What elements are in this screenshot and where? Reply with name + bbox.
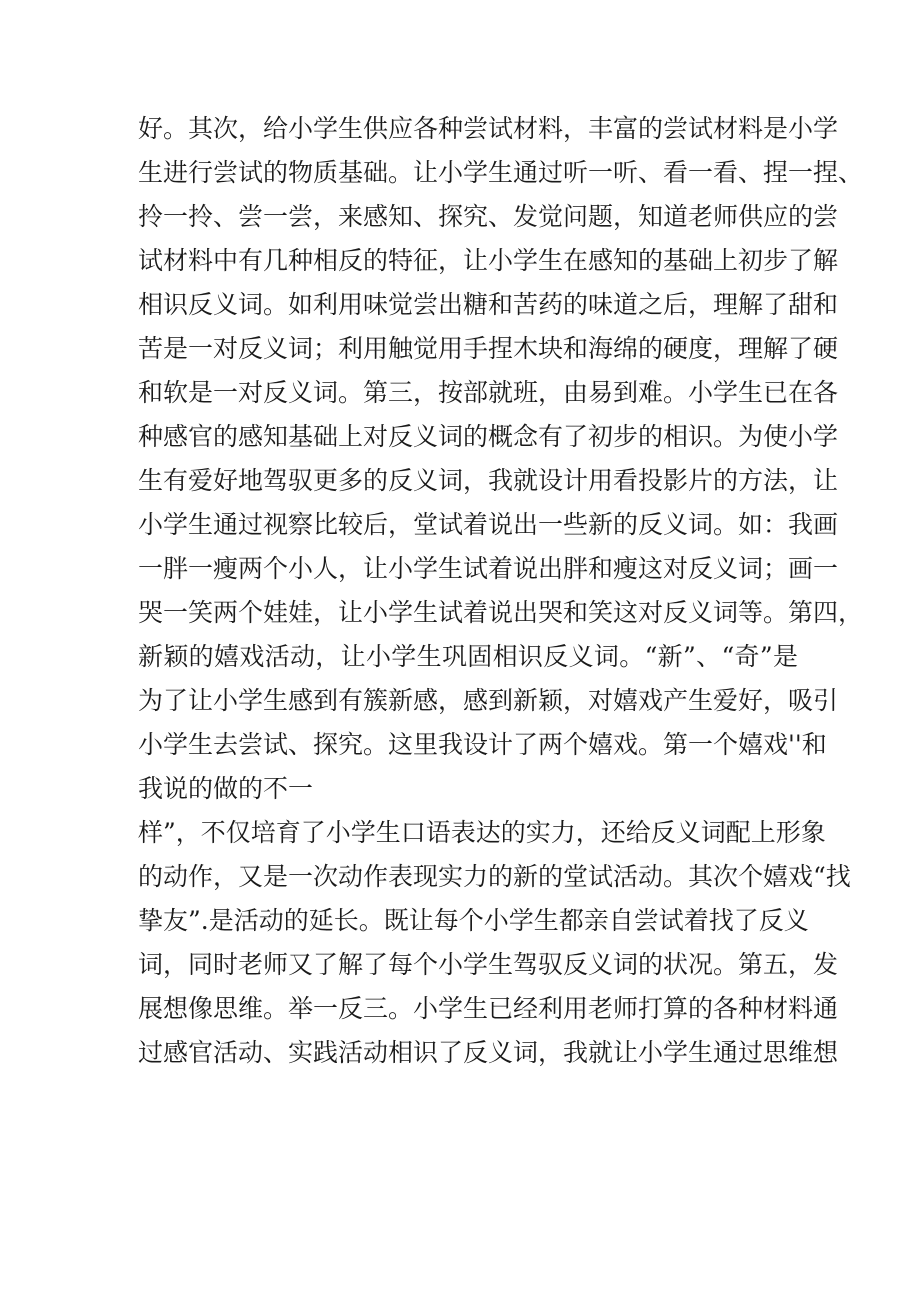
text-line: 好。其次，给小学生供应各种尝试材料，丰富的尝试材料是小学 [138,114,839,143]
text-line: 样”，不仅培育了小学生口语表达的实力，还给反义词配上形象 [138,818,826,847]
body-text [138,107,864,1075]
text-line: 为了让小学生感到有簇新感，感到新颖，对嬉戏产生爱好，吸引 [138,686,839,715]
text-line: 过感官活动、实践活动相识了反义词，我就让小学生通过思维想 [138,1038,839,1067]
text-line: 挚友”.是活动的延长。既让每个小学生都亲自尝试着找了反义 [138,906,809,935]
text-line: 生进行尝试的物质基础。让小学生通过听一听、看一看、捏一捏、 [138,158,864,187]
text-line: 小学生通过视察比较后，堂试着说出一些新的反义词。如：我画 [138,510,839,539]
text-line: 苦是一对反义词；利用触觉用手捏木块和海绵的硬度，理解了硬 [138,334,839,363]
text-line: 词，同时老师又了解了每个小学生驾驭反义词的状况。第五，发 [138,950,839,979]
text-line: 一胖一瘦两个小人，让小学生试着说出胖和瘦这对反义词；画一 [138,554,839,583]
text-line: 小学生去尝试、探究。这里我设计了两个嬉戏。第一个嬉戏''和 [138,730,827,759]
text-line: 的动作，又是一次动作表现实力的新的堂试活动。其次个嬉戏“找 [138,862,851,891]
text-line: 种感官的感知基础上对反义词的概念有了初步的相识。为使小学 [138,422,839,451]
text-line: 哭一笑两个娃娃，让小学生试着说出哭和笑这对反义词等。第四， [138,598,864,627]
text-line: 试材料中有几种相反的特征，让小学生在感知的基础上初步了解 [138,246,839,275]
text-line: 生有爱好地驾驭更多的反义词，我就设计用看投影片的方法，让 [138,466,839,495]
text-line: 我说的做的不一 [138,774,314,803]
text-line: 新颖的嬉戏活动，让小学生巩固相识反义词。“新”、“奇”是 [138,642,798,671]
text-line: 和软是一对反义词。第三，按部就班，由易到难。小学生已在各 [138,378,839,407]
text-line: 拎一拎、尝一尝，来感知、探究、发觉问题，知道老师供应的尝 [138,202,839,231]
text-line: 展想像思维。举一反三。小学生已经利用老师打算的各种材料通 [138,994,839,1023]
text-line: 相识反义词。如利用味觉尝出糖和苦药的味道之后，理解了甜和 [138,290,839,319]
